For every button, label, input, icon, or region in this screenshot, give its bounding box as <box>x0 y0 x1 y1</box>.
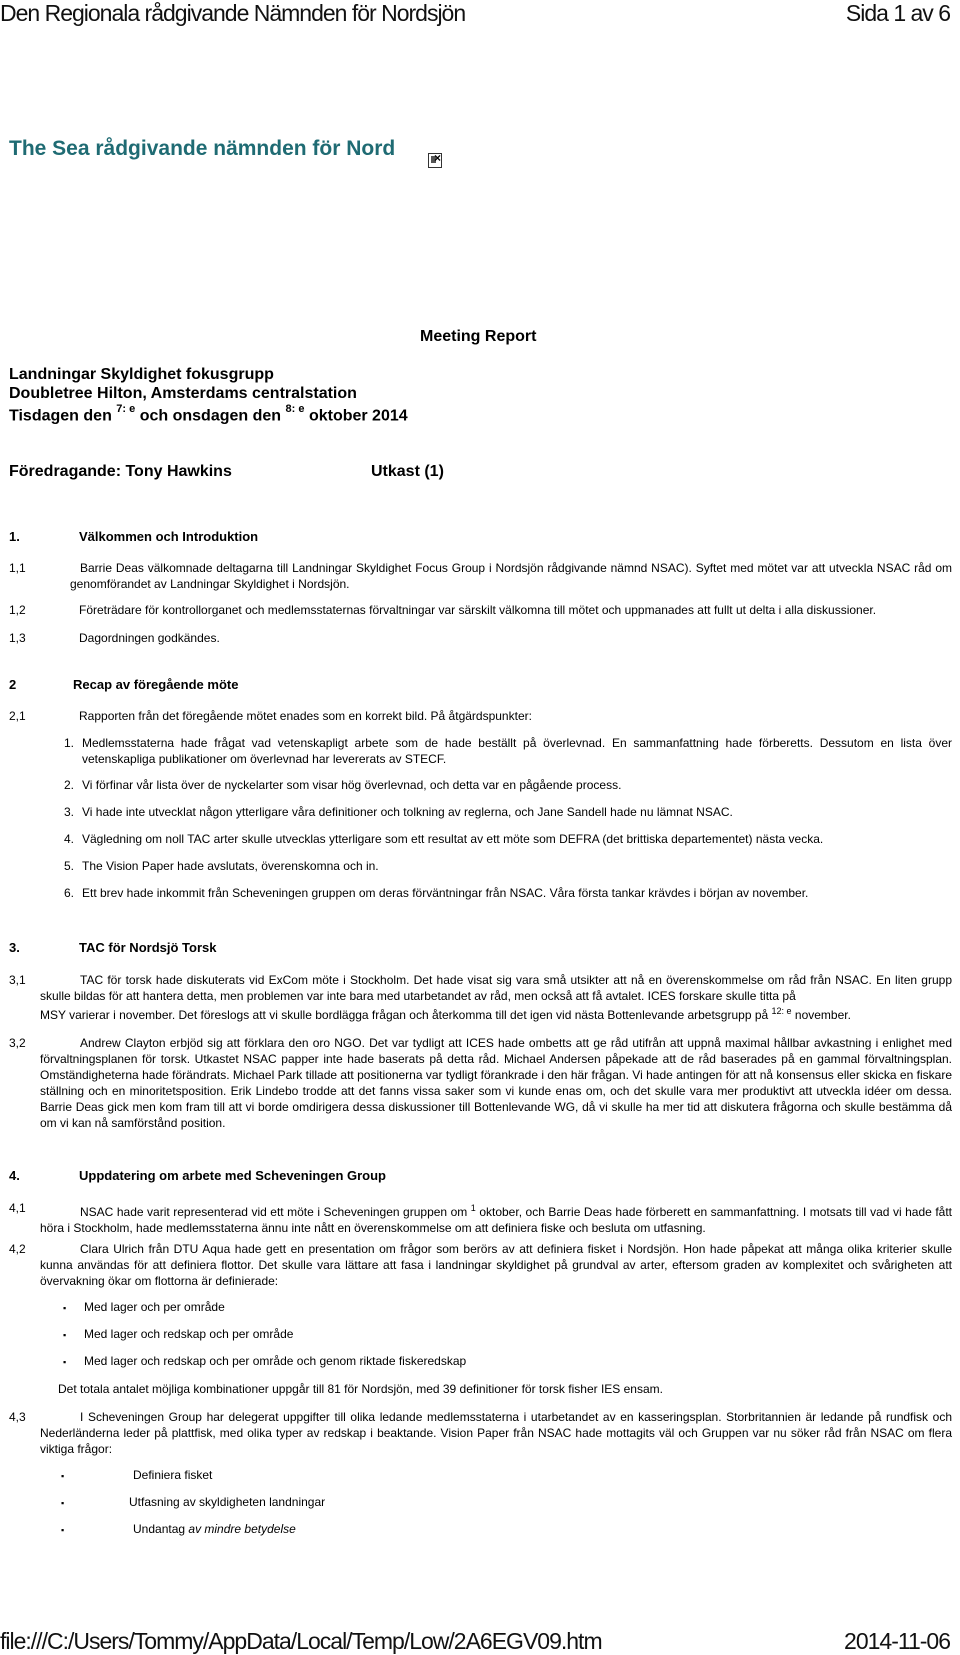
para-4-3-number: 4,3 <box>9 1410 26 1424</box>
bullet-item: Med lager och per område <box>84 1300 225 1314</box>
meeting-location: Doubletree Hilton, Amsterdams centralstation <box>9 385 357 402</box>
list-item-number: 6. <box>64 886 75 900</box>
print-header-title: Den Regionala rådgivande Nämnden för Nordsjön <box>0 0 466 26</box>
para-2-1: Rapporten från det föregående mötet enades som en korrekt bild. På åtgärdspunkter: <box>79 709 532 723</box>
combinations-note: Det totala antalet möjliga kombinationer uppgår till 81 för Nordsjön, med 39 definitioner för torsk fisher IES ensam. <box>58 1382 663 1396</box>
broken-image-icon <box>428 153 442 168</box>
section-3-title: TAC för Nordsjö Torsk <box>79 940 217 955</box>
para-4-2: Clara Ulrich från DTU Aqua hade gett en presentation om frågor som berörs av att definiera fisket i Nordsjön. Hon hade påpekat att många olika kriterier skulle kunna användas för att definiera flottor. Det skulle vara lättare att fasa i landningar skyldighet på grundval av arter, eftersom graden av komplexitet och svårigheten att övervakning ökar om flottorna är definierade: <box>40 1242 952 1288</box>
para-3-2-number: 3,2 <box>9 1036 26 1050</box>
bullet-item: Med lager och redskap och per område <box>84 1327 294 1341</box>
list-item: Vägledning om noll TAC arter skulle utvecklas ytterligare som ett resultat av ett möte som DEFRA (det brittiska departementet) nästa vecka. <box>82 832 824 846</box>
para-1-2-number: 1,2 <box>9 603 26 617</box>
para-4-1: NSAC hade varit representerad vid ett möte i Scheveningen gruppen om $^1$ oktober, och Barrie Deas hade förberett en sammanfattning. I motsats till vad vi hade fått höra i Stockholm, hade medlemsstaterna ännu inte nått en överenskommelse om att definiera fiske och besluta om utfasning. <box>40 1203 952 1235</box>
para-1-1: Barrie Deas välkomnade deltagarna till Landningar Skyldighet Focus Group i Nordsjön rådgivande nämnd NSAC). Syftet med mötet var att utveckla NSAC råd om genomförandet av Landningar Skyldighet i Nordsjön. <box>70 561 952 591</box>
meeting-chair: Föredragande: Tony Hawkins <box>9 463 232 480</box>
para-4-2-number: 4,2 <box>9 1242 26 1256</box>
bullet-icon: ▪ <box>61 1525 65 1535</box>
section-2-number: 2 <box>9 677 17 692</box>
bullet-item: Utfasning av skyldigheten landningar <box>129 1495 326 1509</box>
section-4-title: Uppdatering om arbete med Scheveningen Group <box>79 1168 386 1183</box>
bullet-icon: ▪ <box>63 1330 67 1340</box>
para-3-1-continuation: MSY varierar i november. Det föreslogs att vi skulle bordlägga frågan och återkomma till det igen vid nästa Bottenlevande arbetsgrupp på $^{12: e}$ november. <box>40 1006 851 1022</box>
para-3-2: Andrew Clayton erbjöd sig att förklara den oro NGO. Det var tydligt att ICES hade ombetts att ge råd utifrån att uppnå maximal hållbar avkastning i enlighet med förvaltningsplanen för torsk. Utkastet NSAC papper inte hade baserats på detta råd. Michael Andersen påpekade att de råd baserades på en gammal förvaltningsplan. Omständigheterna hade förändrats. Michael Park tillade att positionerna var tydligt förankrade i den här frågan. Vi hade antingen för att nå konsensus eller skicka en fiskare ställning och en minoritetsposition. Erik Lindebo trodde att det fanns vissa saker som vi kunde enas om, och det skulle vara mer produktivt att utveckla idéer om dessa. Barrie Deas gick men kom fram till att vi borde omdirigera dessa diskussioner till Bottenlevande WG, då vi skulle ha mer tid att diskutera frågorna och skulle bestämma då om vi kan nå samförstånd position. <box>40 1036 952 1130</box>
para-1-3: Dagordningen godkändes. <box>79 631 220 645</box>
list-item-number: 2. <box>64 778 75 792</box>
bullet-item: Med lager och redskap och per område och genom riktade fiskeredskap <box>84 1354 467 1368</box>
para-4-3: I Scheveningen Group har delegerat uppgifter till olika ledande medlemsstaterna i utarbetandet av en kasseringsplan. Storbritannien är ledande på rundfisk och Nederländerna leder på plattfisk, med olika typer av redskap i beaktande. Vision Paper från NSAC hade mottagits väl och Gruppen var nu söker råd från NSAC om flera viktiga frågor: <box>40 1410 952 1456</box>
draft-label: Utkast (1) <box>371 463 444 480</box>
bullet-item: Definiera fisket <box>133 1468 213 1482</box>
print-header-page-number: Sida 1 av 6 <box>845 0 950 26</box>
meeting-dates: Tisdagen den $^{7: e}$ och onsdagen den $^{8: e}$ oktober 2014 <box>9 403 408 425</box>
section-2-title: Recap av föregående möte <box>73 677 239 692</box>
para-4-1-number: 4,1 <box>9 1201 26 1215</box>
section-1-title: Välkommen och Introduktion <box>79 529 259 544</box>
bullet-item: Undantag av mindre betydelse <box>133 1522 296 1536</box>
section-1-number: 1. <box>9 529 20 544</box>
organisation-title: The Sea rådgivande nämnden för Nord <box>9 137 396 160</box>
list-item-number: 1. <box>64 736 75 750</box>
list-item-number: 3. <box>64 805 75 819</box>
para-3-1-number: 3,1 <box>9 973 26 987</box>
para-3-1: TAC för torsk hade diskuterats vid ExCom möte i Stockholm. Det hade visat sig vara små utsikter att nå en överenskommelse om råd från NSAC. En liten grupp skulle bildas för att hantera detta, men problemen var inte bara med utarbetandet av råd, men också att få avtalet. ICES forskare skulle titta på <box>40 973 952 1003</box>
para-1-1-number: 1,1 <box>9 561 26 575</box>
para-2-1-number: 2,1 <box>9 709 26 723</box>
bullet-icon: ▪ <box>61 1471 65 1481</box>
list-item: Vi hade inte utvecklat någon ytterligare våra definitioner och tolkning av reglerna, och Jane Sandell hade nu lämnat NSAC. <box>82 805 733 819</box>
print-footer-file-path: file:///C:/Users/Tommy/AppData/Local/Temp/Low/2A6EGV09.htm <box>0 1628 602 1654</box>
bullet-icon: ▪ <box>61 1498 65 1508</box>
document-type-heading: Meeting Report <box>420 328 537 345</box>
meeting-title: Landningar Skyldighet fokusgrupp <box>9 366 274 383</box>
list-item: The Vision Paper hade avslutats, överenskomna och in. <box>82 859 379 873</box>
list-item-number: 4. <box>64 832 75 846</box>
bullet-icon: ▪ <box>63 1357 67 1367</box>
section-3-number: 3. <box>9 940 20 955</box>
list-item: Vi förfinar vår lista över de nyckelarter som visar hög överlevnad, och detta var en pågående process. <box>82 778 622 792</box>
list-item: Medlemsstaterna hade frågat vad vetenskapligt arbete som de hade beställt på överlevnad. En sammanfattning hade förberetts. Dessutom en lista över vetenskapliga publikationer om överlevnad har levererats av STECF. <box>82 736 952 766</box>
para-1-3-number: 1,3 <box>9 631 26 645</box>
list-item-number: 5. <box>64 859 75 873</box>
bullet-icon: ▪ <box>63 1303 67 1313</box>
print-footer-date: 2014-11-06 <box>844 1628 950 1654</box>
para-1-2: Företrädare för kontrollorganet och medlemsstaternas förvaltningar var särskilt välkomna till mötet och uppmanades att fullt ut delta i alla diskussioner. <box>79 603 877 617</box>
section-4-number: 4. <box>9 1168 20 1183</box>
list-item: Ett brev hade inkommit från Scheveningen gruppen om deras förväntningar från NSAC. Våra första tankar krävdes i början av november. <box>82 886 809 900</box>
